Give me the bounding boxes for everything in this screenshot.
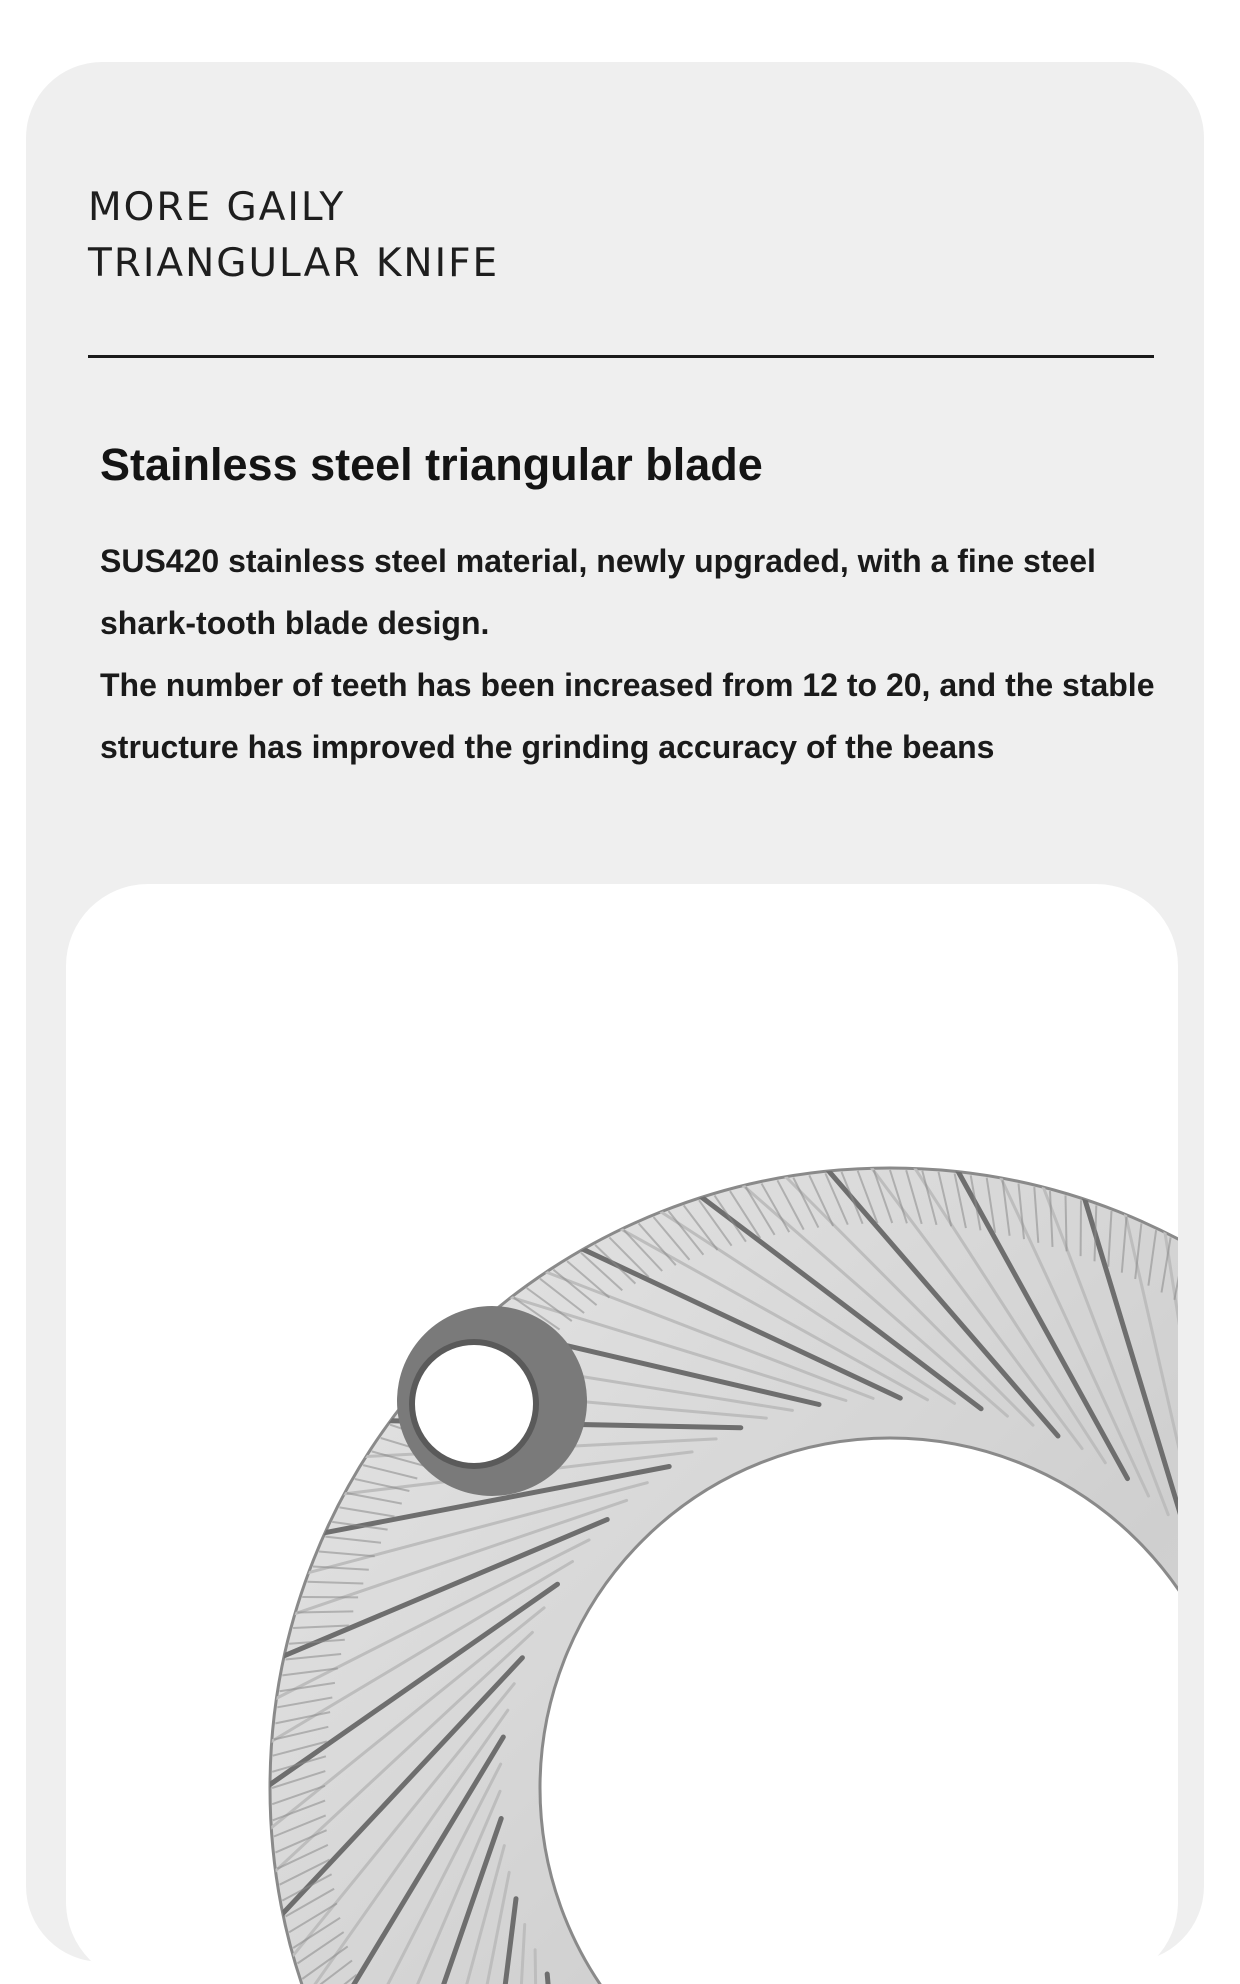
blade-edge-serration [1066, 1195, 1067, 1251]
description-paragraph-2: The number of teeth has been increased from 12 to 20, and the stable structure has improved the grinding accuracy of the beans [100, 654, 1180, 778]
heading-line-2: TRIANGULAR KNIFE [88, 236, 499, 292]
section-subtitle: Stainless steel triangular blade [100, 437, 763, 493]
section-description [100, 530, 1180, 778]
product-image-card [66, 884, 1178, 1984]
blade-tooth-groove [1153, 1960, 1178, 1984]
description-paragraph-1: SUS420 stainless steel material, newly upgraded, with a fine steel shark-tooth blade design. [100, 530, 1180, 654]
blade-image [66, 884, 1178, 1984]
page-heading [88, 180, 499, 292]
blade-tooth-groove [1173, 1918, 1178, 1984]
bolt-hole [397, 1306, 587, 1496]
blade-edge-serration [297, 1611, 353, 1612]
heading-line-1: MORE GAILY [88, 180, 499, 236]
bolt-hole-opening [412, 1342, 536, 1466]
heading-divider [88, 355, 1154, 358]
